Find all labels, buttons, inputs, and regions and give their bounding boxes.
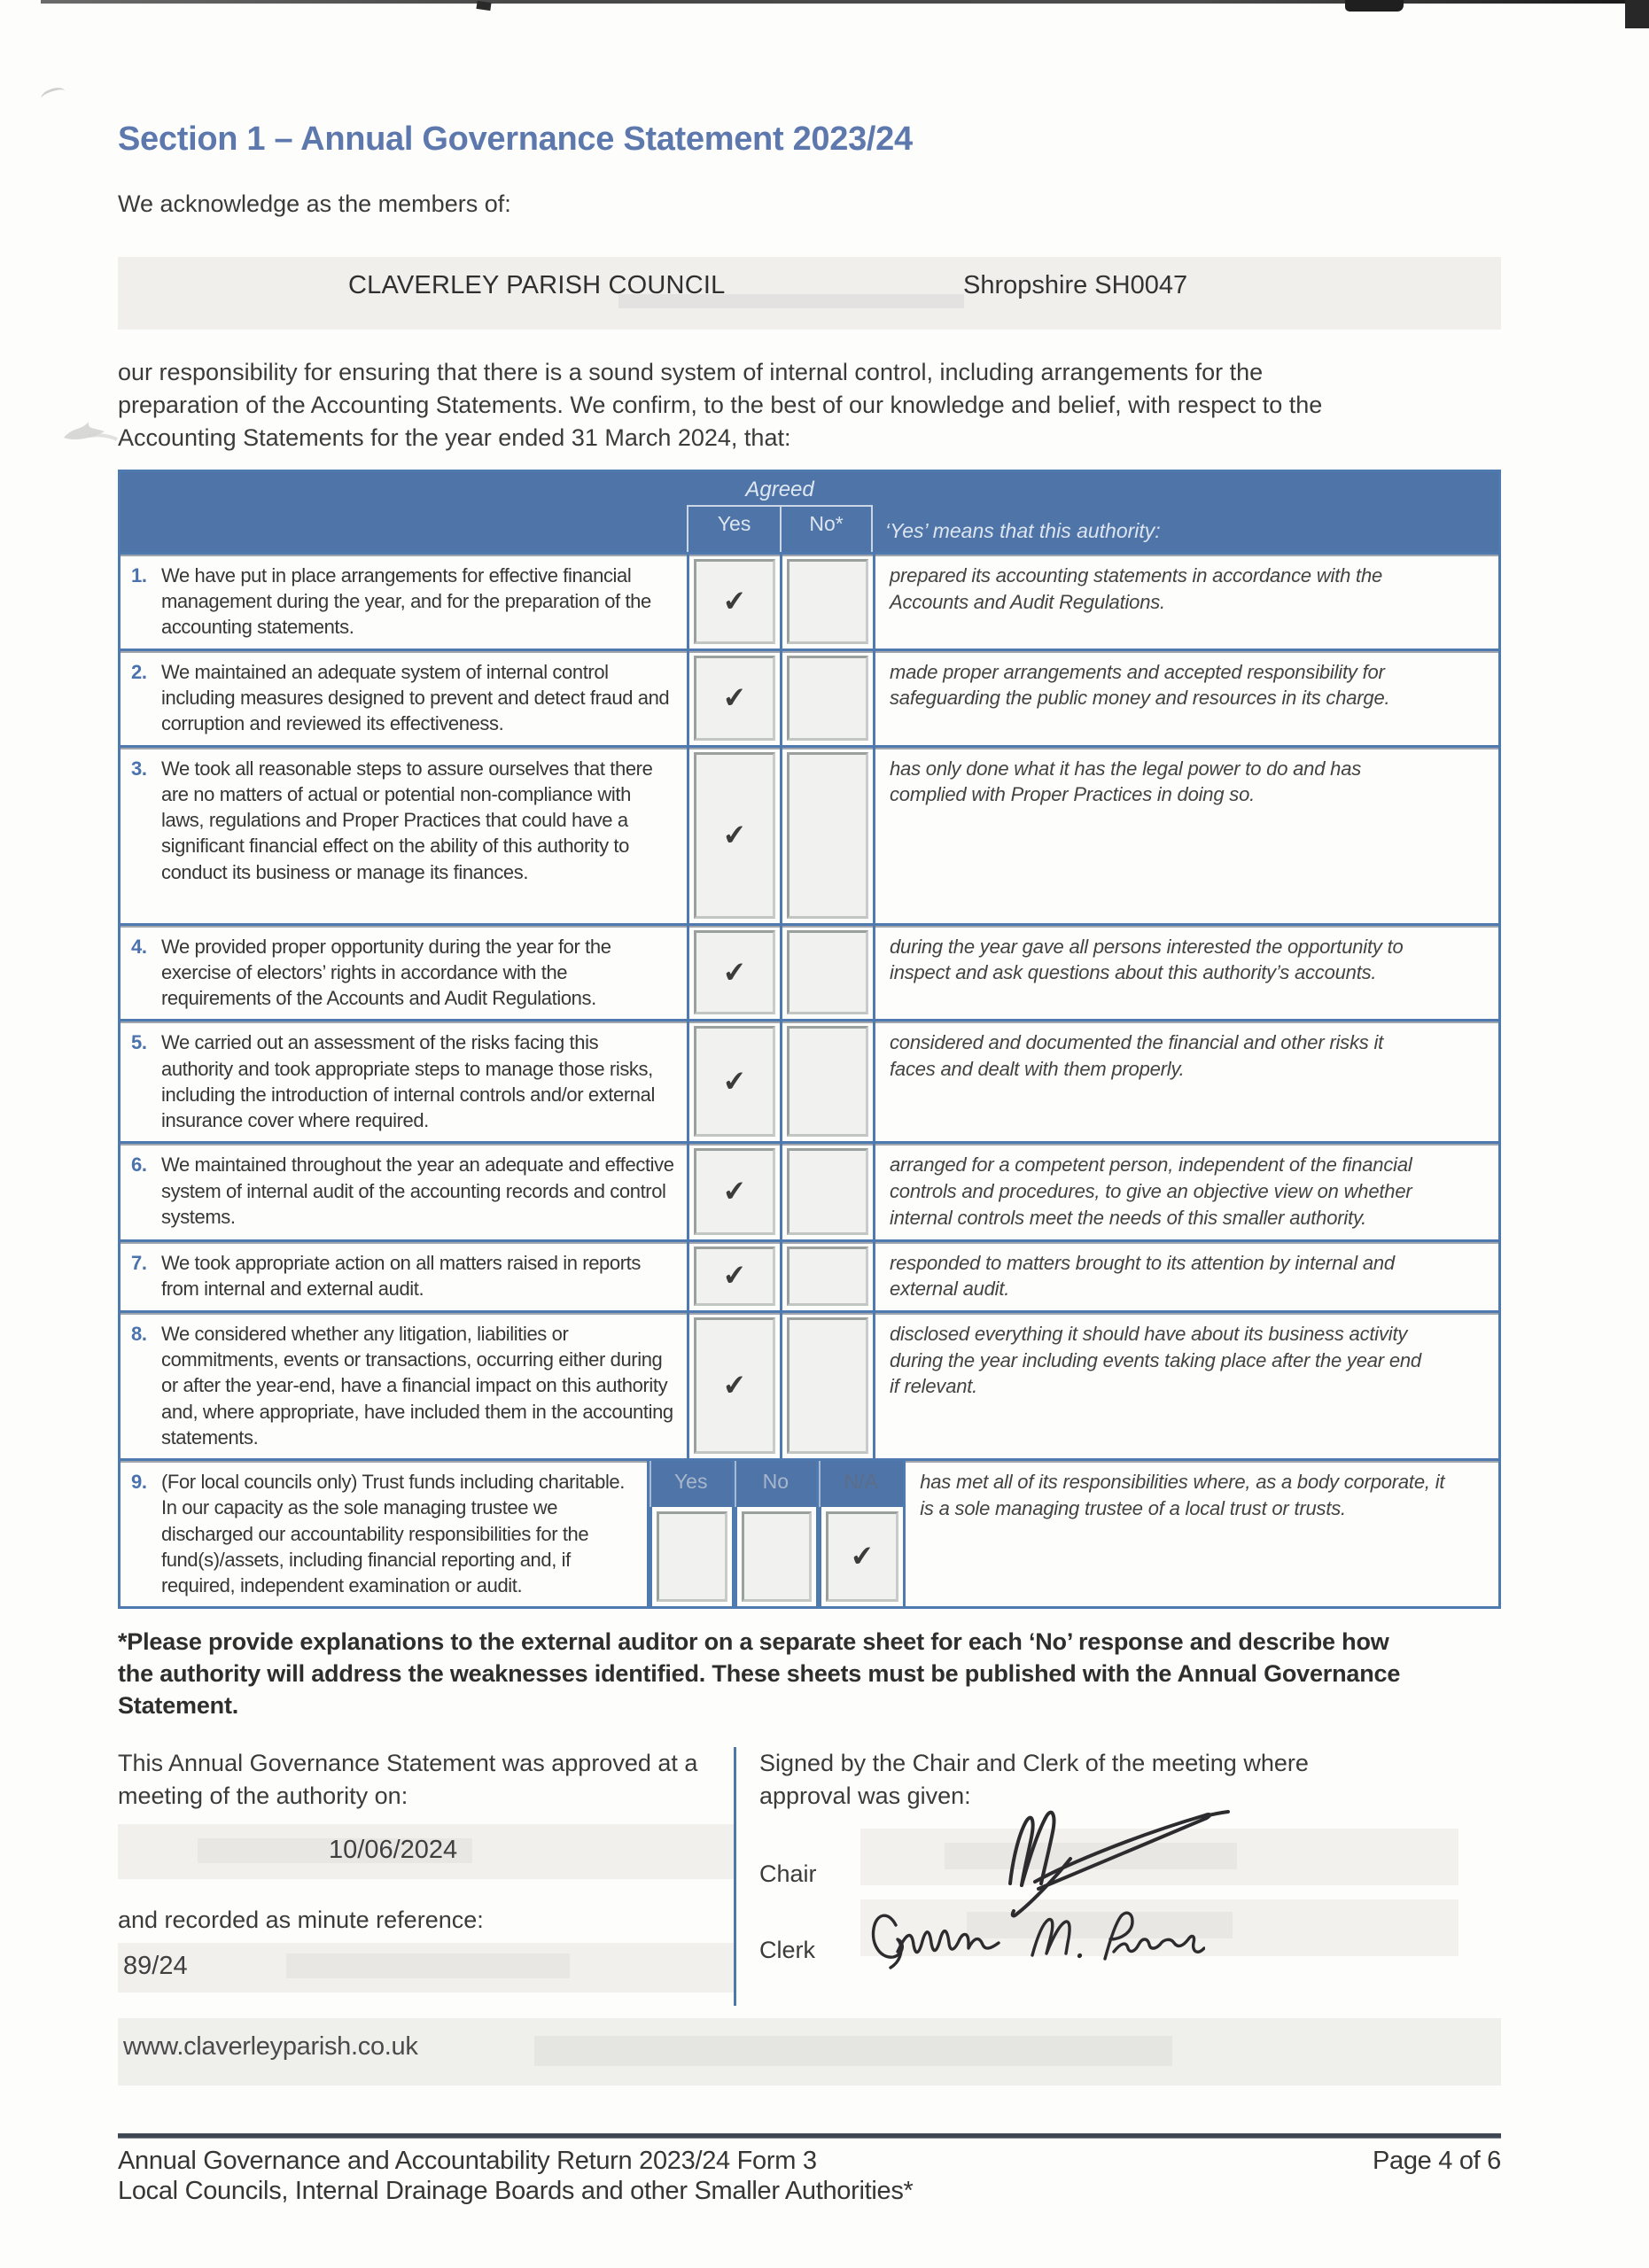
row-statement-text: We carried out an assessment of the risks facing this authority and took appropriate steps to manage those risks, including the introduction of internal controls and/or external insurance cover where required.: [161, 1031, 655, 1132]
yes-checkmark: ✔: [722, 1368, 747, 1403]
row-number: 3.: [131, 757, 147, 780]
page-footer: [118, 2133, 1501, 2206]
yes-checkbox-cell: [687, 926, 780, 1020]
row-explanation: [873, 748, 1498, 923]
yes-checkmark: ✔: [722, 584, 747, 619]
row-explanation: [873, 1242, 1498, 1310]
row-explanation: [873, 1021, 1498, 1141]
na-checkbox-cell: [819, 1507, 903, 1606]
table-row-8: [121, 1310, 1498, 1458]
no-checkbox: [787, 656, 868, 741]
yes-checkbox-cell: [687, 1313, 780, 1458]
approval-statement: This Annual Governance Statement was approved at a meeting of the authority on:: [118, 1750, 698, 1809]
no-subcolumn: [732, 1461, 816, 1606]
yes-checkbox: [694, 752, 775, 919]
row-number: 6.: [131, 1153, 147, 1177]
council-name: CLAVERLEY PARISH COUNCIL: [348, 271, 726, 299]
no-checkbox: [787, 1026, 868, 1137]
no-checkbox-cell: [780, 748, 873, 923]
no-checkbox: [787, 930, 868, 1015]
table-row-2: [121, 649, 1498, 745]
page-number: Page 4 of 6: [1372, 2147, 1501, 2175]
no-checkbox-cell: [780, 1144, 873, 1239]
yes-checkmark: ✔: [722, 680, 747, 716]
row-statement-text: We took appropriate action on all matters raised in reports from internal and external audit.: [161, 1251, 641, 1300]
scan-ghost-artifact: [286, 1953, 570, 1978]
page-title: Section 1 – Annual Governance Statement 2023/24: [118, 120, 913, 158]
yes-checkmark: ✔: [722, 818, 747, 853]
row-explanation: [873, 926, 1498, 1020]
row-explanation-text: during the year gave all persons interested the opportunity to inspect and ask questions about this authority’s accounts.: [890, 935, 1404, 984]
table-row-6: [121, 1141, 1498, 1239]
yes-checkmark: ✔: [722, 1174, 747, 1209]
clerk-signature: [864, 1893, 1205, 1980]
scan-smudge-artifact: [40, 85, 67, 105]
row-explanation: [873, 555, 1498, 649]
row-explanation-text: considered and documented the financial and other risks it faces and dealt with them properly.: [890, 1031, 1384, 1081]
row-statement: [121, 1242, 687, 1310]
row-statement: [121, 555, 687, 649]
row-statement-text: We took all reasonable steps to assure ourselves that there are no matters of actual or potential non-compliance with laws, regulations and Proper Practices that could have a significant financial effect on the ability of this authority to conduct its business or manage its finances.: [161, 757, 653, 883]
row-statement: [121, 651, 687, 745]
row-number: 8.: [131, 1322, 147, 1345]
no-checkbox: [787, 559, 868, 644]
yes-checkbox-cell: [649, 1507, 732, 1606]
table-header: [121, 472, 1498, 552]
governance-statement-table: [118, 470, 1501, 1609]
yes-checkbox-cell: [687, 651, 780, 745]
yes-checkbox-cell: [687, 1144, 780, 1239]
no-response-footnote: *Please provide explanations to the external auditor on a separate sheet for each ‘No’ response and describe how the authority will address the weaknesses identified. These sheets must be published with the Annual Governance Statement.: [118, 1628, 1401, 1720]
row-explanation-text: disclosed everything it should have about its business activity during the year including events taking place after the year end if relevant.: [890, 1322, 1421, 1398]
yes-checkmark: ✔: [722, 1064, 747, 1099]
signed-statement: Signed by the Chair and Clerk of the meeting where approval was given:: [759, 1750, 1309, 1809]
no-checkbox: [787, 752, 868, 919]
minute-reference: 89/24: [123, 1952, 188, 1981]
yes-subheader: Yes: [649, 1461, 732, 1507]
yes-checkbox-cell: [687, 1021, 780, 1141]
row-number: 1.: [131, 563, 147, 586]
row-number: 7.: [131, 1251, 147, 1274]
no-checkbox: [742, 1511, 812, 1602]
scan-ghost-artifact: [534, 2036, 1172, 2066]
approval-left-column: [118, 1747, 734, 2006]
row-explanation-text: arranged for a competent person, independent of the financial controls and procedures, to give an objective view on whether internal controls meet the needs of this smaller authority.: [890, 1153, 1412, 1229]
row-explanation-text: prepared its accounting statements in accordance with the Accounts and Audit Regulations.: [890, 563, 1383, 613]
no-checkbox-cell: [780, 651, 873, 745]
no-checkbox: [787, 1148, 868, 1234]
intro-paragraph: our responsibility for ensuring that there is a sound system of internal control, including arrangements for the preparation of the Accounting Statements. We confirm, to the best of our knowledge and belief, with respect to the Accounting Statements for the year ended 31 March 2024, that:: [118, 359, 1323, 451]
table-header-spacer: [121, 472, 687, 552]
agreed-header-group: [687, 472, 873, 552]
row-statement-text: We considered whether any litigation, liabilities or commitments, events or transactions, occurring either during or after the year-end, have a financial impact on this authority and, where appropriate, have included them in the accounting statements.: [161, 1322, 673, 1449]
no-checkbox-cell: [780, 1021, 873, 1141]
row-statement: [121, 1313, 687, 1458]
footer-text: [118, 2146, 914, 2206]
signature-column: [734, 1747, 1501, 2006]
na-subcolumn: [816, 1461, 903, 1606]
row-explanation-text: responded to matters brought to its attention by internal and external audit.: [890, 1251, 1395, 1301]
na-checkmark: ✔: [850, 1539, 875, 1574]
yes-checkbox: [694, 1026, 775, 1137]
row-statement: [121, 1021, 687, 1141]
yes-checkbox: [694, 1317, 775, 1454]
yes-checkbox-cell: [687, 555, 780, 649]
chair-label: Chair: [759, 1860, 817, 1888]
row-statement-text: We maintained throughout the year an adequate and effective system of internal audit of the accounting records and control systems.: [161, 1153, 674, 1228]
means-column-header: ‘Yes’ means that this authority:: [885, 518, 1161, 542]
no-checkbox-cell: [735, 1507, 816, 1606]
yes-no-header-box: [687, 505, 873, 552]
scan-smudge-artifact: [58, 413, 122, 450]
row-statement-text: (For local councils only) Trust funds including charitable. In our capacity as the sole managing trustee we discharged our accountability responsibilities for the fund(s)/assets, including financial reporting and, if required, independent examination or audit.: [161, 1471, 625, 1597]
authority-reference: Shropshire SH0047: [963, 271, 1188, 299]
approval-date: 10/06/2024: [329, 1835, 458, 1864]
na-subheader: N/A: [819, 1461, 903, 1507]
row-explanation-text: made proper arrangements and accepted responsibility for safeguarding the public money and resources in its charge.: [890, 660, 1390, 710]
row-explanation-text: has met all of its responsibilities where, as a body corporate, it is a sole managing trustee of a local trust or trusts.: [920, 1471, 1445, 1519]
row-statement: [121, 1461, 647, 1606]
row-explanation-text: has only done what it has the legal power to do and has complied with Proper Practices in doing so.: [890, 757, 1362, 806]
table-row-7: [121, 1239, 1498, 1310]
approval-date-field: [118, 1824, 734, 1879]
row-number: 2.: [131, 660, 147, 683]
row-number: 5.: [131, 1031, 147, 1054]
table-row-4: [121, 923, 1498, 1020]
no-checkbox-cell: [780, 1242, 873, 1310]
row-number: 4.: [131, 935, 147, 958]
yes-column-header: Yes: [717, 511, 751, 535]
footer-line2: Local Councils, Internal Drainage Boards and other Smaller Authorities*: [118, 2177, 914, 2206]
approval-section: [118, 1747, 1501, 2006]
table-row-5: [121, 1019, 1498, 1141]
minute-reference-label: and recorded as minute reference:: [118, 1906, 484, 1933]
row-explanation: [873, 1144, 1498, 1239]
no-checkbox: [787, 1317, 868, 1454]
row-explanation: [873, 1313, 1498, 1458]
scan-corner-artifact: [1625, 0, 1649, 28]
yes-checkmark: ✔: [722, 1258, 747, 1293]
no-checkbox-cell: [780, 555, 873, 649]
row-explanation: [873, 651, 1498, 745]
table-row-3: [121, 745, 1498, 923]
yes-checkbox: [694, 930, 775, 1015]
footer-line1: Annual Governance and Accountability Return 2023/24 Form 3: [118, 2147, 817, 2175]
yes-checkbox: [694, 656, 775, 741]
acknowledge-line: We acknowledge as the members of:: [118, 190, 511, 217]
minute-reference-field: [118, 1943, 734, 1992]
table-row-9: [121, 1458, 1498, 1606]
no-column-header: No*: [780, 507, 871, 552]
website-url: www.claverleyparish.co.uk: [123, 2032, 418, 2062]
yes-checkmark: ✔: [722, 954, 747, 990]
no-checkbox: [787, 1247, 868, 1306]
row-number: 9.: [131, 1471, 147, 1494]
yes-checkbox-cell: [687, 748, 780, 923]
row-statement-text: We provided proper opportunity during the year for the exercise of electors’ rights in accordance with the requirements of the Accounts and Audit Regulations.: [161, 935, 611, 1010]
yes-checkbox-cell: [687, 1242, 780, 1310]
yes-checkbox: [694, 1148, 775, 1234]
row-statement-text: We have put in place arrangements for effective financial management during the year, and for the preparation of the accounting statements.: [161, 563, 651, 639]
row-explanation: [903, 1461, 1498, 1606]
yes-checkbox: [694, 1247, 775, 1306]
yes-checkbox: [657, 1511, 727, 1602]
website-field: [118, 2018, 1501, 2085]
na-checkbox: [826, 1511, 898, 1602]
authority-name-field: [118, 257, 1501, 330]
row-statement: [121, 1144, 687, 1239]
no-checkbox-cell: [780, 1313, 873, 1458]
agreed-header: Agreed: [745, 477, 814, 501]
no-subheader: No: [735, 1461, 816, 1507]
footer-rule: [118, 2133, 1501, 2138]
row-statement: [121, 748, 687, 923]
yes-subcolumn: [647, 1461, 732, 1606]
row-statement: [121, 926, 687, 1020]
row-statement-text: We maintained an adequate system of internal control including measures designed to prevent and detect fraud and corruption and reviewed its effectiveness.: [161, 660, 670, 735]
no-checkbox-cell: [780, 926, 873, 1020]
yes-checkbox: [694, 559, 775, 644]
table-row-1: [121, 552, 1498, 649]
clerk-label: Clerk: [759, 1937, 816, 1964]
